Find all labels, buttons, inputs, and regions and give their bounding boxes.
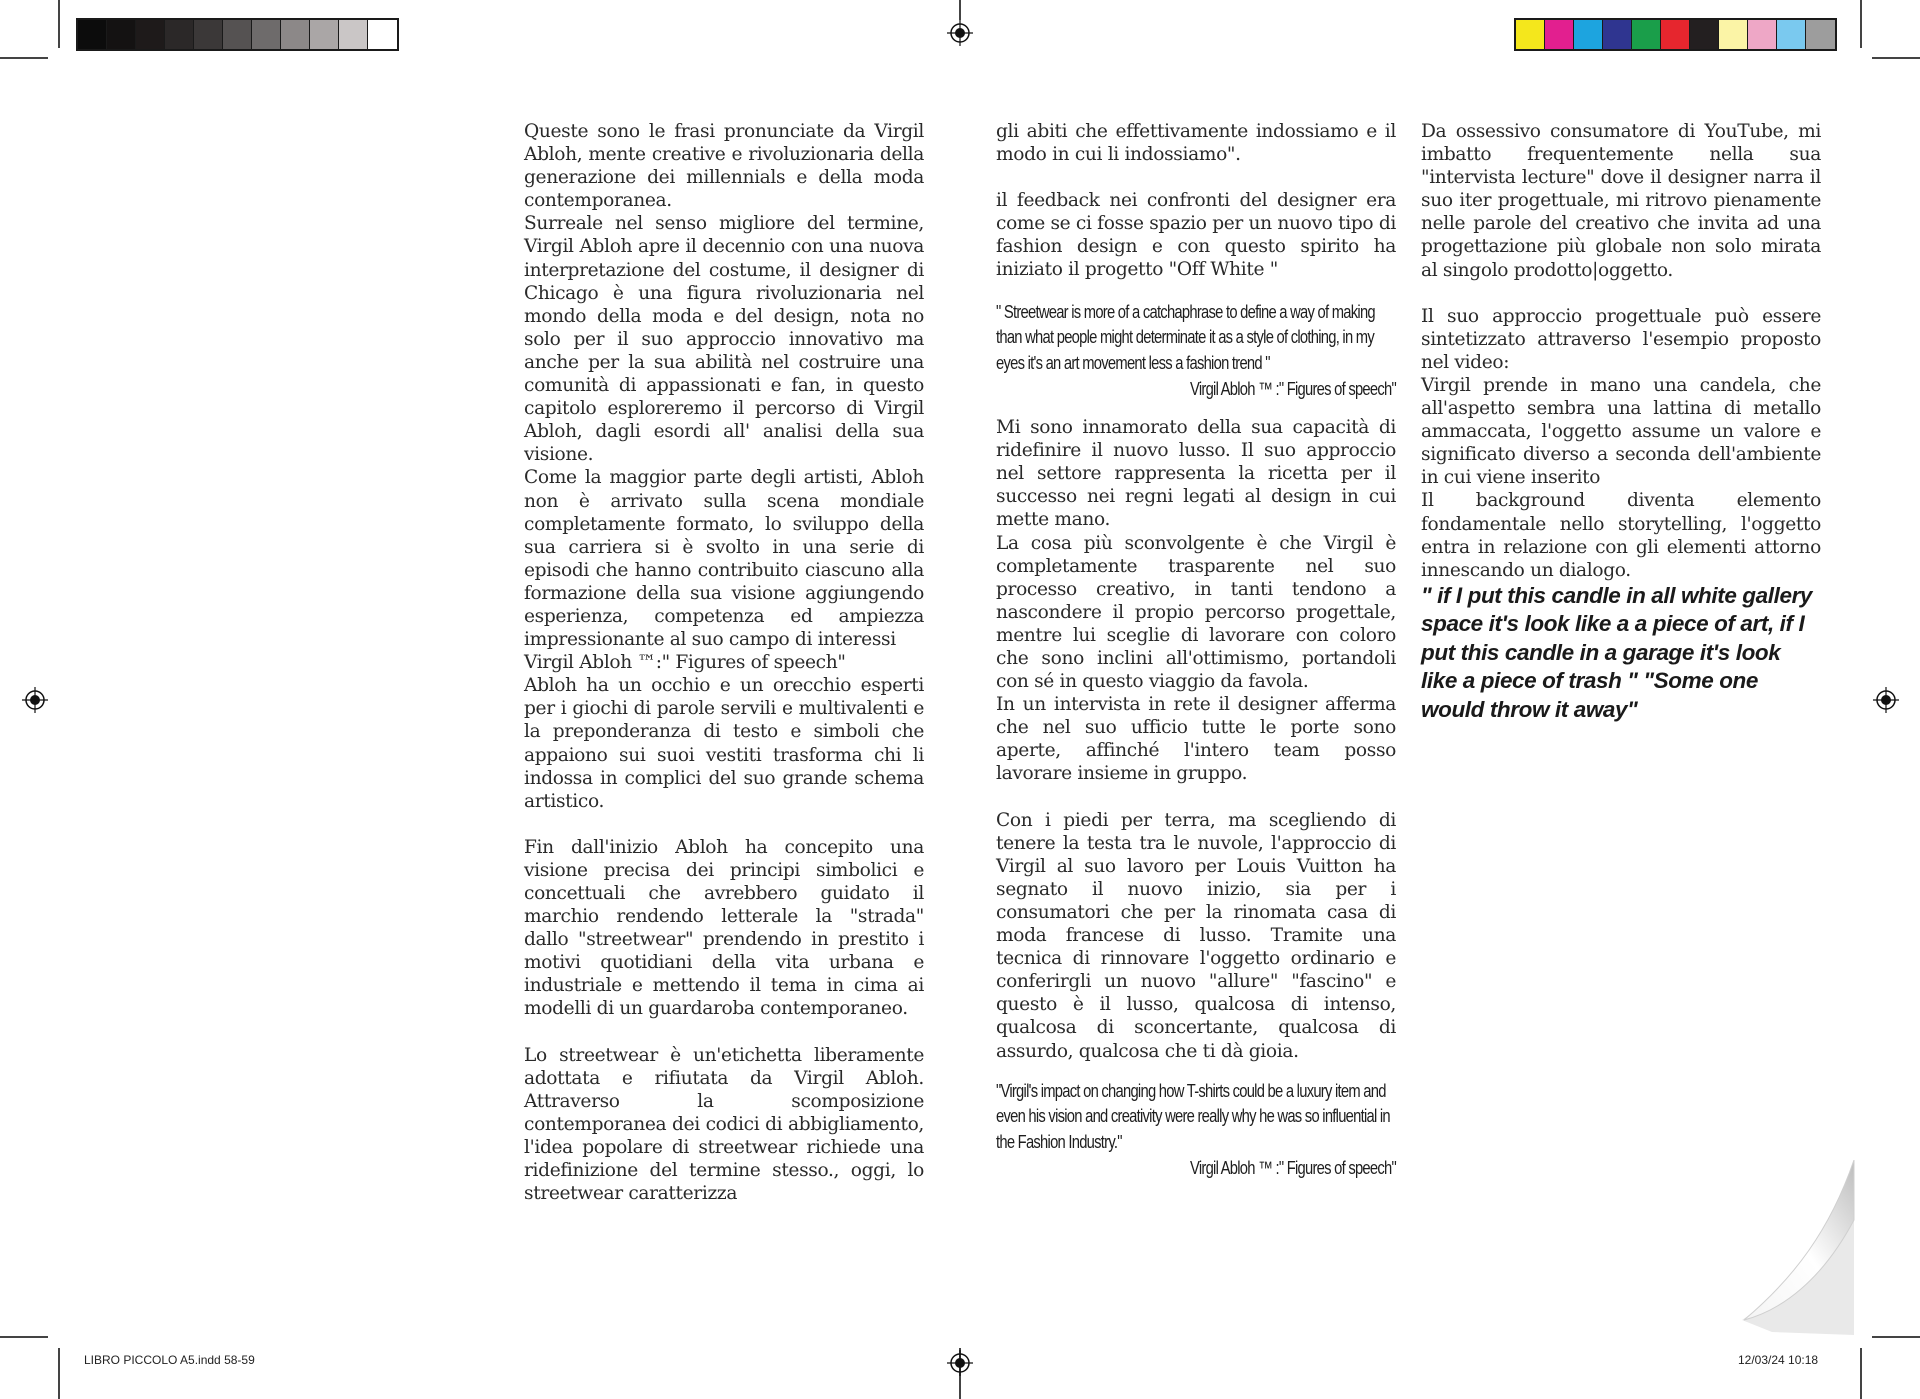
color-swatch: [1516, 20, 1545, 49]
grayscale-color-bar: [76, 18, 399, 51]
body-paragraph: In un intervista in rete il designer afferma che nel suo ufficio tutte le porte sono aperte, affinché l'intero team posso lavorare insieme in gruppo.: [996, 694, 1396, 785]
body-paragraph: gli abiti che effettivamente indossiamo e il modo in cui li indossiamo".: [996, 121, 1396, 166]
quote-attribution: Virgil Abloh ™ :" Figures of speech": [1190, 379, 1396, 400]
gray-swatch: [136, 20, 165, 49]
crop-mark: [1872, 57, 1920, 59]
body-paragraph: Fin dall'inizio Abloh ha concepito una visione precisa dei principi simbolici e concettuali che avrebbero guidato il marchio rendendo letterale la "strada" dallo "streetwear" prendendo in prestito i motivi quotidiani della vita urbana e industriale e mettendo il tema in cima ai modelli di un guardaroba contemporaneo.: [524, 836, 924, 1020]
registration-mark-icon: [947, 1350, 973, 1376]
body-paragraph: Mi sono innamorato della sua capacità di ridefinire il nuovo lusso. Il suo approccio nel settore rappresenta la ricetta per il successo nei regni legati al design in cui mette mano.: [996, 417, 1396, 531]
body-paragraph: Surreale nel senso migliore del termine, Virgil Abloh apre il decennio con una nuova interpretazione del costume, il designer di Chicago è una figura rivoluzionaria nel mondo della moda e del design, nota no solo per il suo approccio innovativo ma anche per la sua abilità nel costruire una comunità di appassionati e fan, in questo capitolo esploreremo il percorso di Virgil Abloh, dagli esordi all' analisi della sua visione.: [524, 213, 924, 466]
color-swatch: [1632, 20, 1661, 49]
pull-quote: "Virgil's impact on changing how T-shirts could be a luxury item and even his vision and creativity were really why he was so influential in the Fashion Industry.": [996, 1080, 1390, 1152]
date-slug: 12/03/24 10:18: [1738, 1353, 1819, 1367]
middle-text-column: [996, 120, 1396, 1181]
body-paragraph: Con i piedi per terra, ma scegliendo di tenere la testa tra le nuvole, l'approccio di Virgil al suo lavoro per Louis Vuitton ha segnato il nuovo inizio, sia per i consumatori che per la rinomata casa di moda francese di lusso. Tramite una tecnica di rinnovare l'oggetto ordinario e conferirgli un nuovo "allure" "fascino" e questo è il lusso, qualcosa di intenso, qualcosa di sconcertante, qualcosa di assurdo, qualcosa che ti dà gioia.: [996, 809, 1396, 1062]
body-paragraph: Virgil prende in mano una candela, che all'aspetto sembra una lattina di metallo ammaccata, l'oggetto assume un valore e significato diverso a seconda dell'ambiente in cui viene inserito: [1421, 374, 1821, 489]
crop-mark: [58, 0, 60, 48]
color-swatch: [1719, 20, 1748, 49]
crop-mark: [58, 1348, 60, 1399]
pull-quote: " Streetwear is more of a catchaphrase to define a way of making than what people might determinate it as a style of clothing, in my eyes it's an art movement less a fashion trend ": [996, 301, 1375, 373]
body-paragraph: Come la maggior parte degli artisti, Abloh non è arrivato sulla scena mondiale completamente formato, lo sviluppo della sua carriera si è svolto in una serie di episodi che hanno contribuito ciascuno alla formazione della sua visione aggiungendo esperienza, competenza ed ampiezza impressionante al suo campo di interessi: [524, 467, 924, 651]
gray-swatch: [252, 20, 281, 49]
body-paragraph: Queste sono le frasi pronunciate da Virgil Abloh, mente creative e rivoluzionaria della generazione dei millennials e della moda contemporanea.: [524, 121, 924, 212]
color-swatch: [1748, 20, 1777, 49]
color-swatch: [1661, 20, 1690, 49]
body-paragraph: il feedback nei confronti del designer era come se ci fosse spazio per un nuovo tipo di fashion design e con questo spirito ha iniziato il progetto "Off White ": [996, 190, 1396, 281]
process-color-bar: [1514, 18, 1837, 51]
crop-mark: [1860, 1348, 1862, 1399]
color-swatch: [1806, 20, 1835, 49]
registration-mark-icon: [1873, 687, 1899, 713]
crop-mark: [0, 1336, 48, 1338]
registration-mark-icon: [947, 20, 973, 46]
gray-swatch: [78, 20, 107, 49]
registration-mark-icon: [22, 687, 48, 713]
gray-swatch: [310, 20, 339, 49]
file-slug: LIBRO PICCOLO A5.indd 58-59: [84, 1353, 255, 1367]
body-paragraph: Lo streetwear è un'etichetta liberamente adottata e rifiutata da Virgil Abloh. Attraverso la scomposizione contemporanea dei codici di abbigliamento, l'idea popolare di streetwear richiede una ridefinizione del termine stesso., oggi, lo streetwear caratterizza: [524, 1044, 924, 1205]
quote-attribution: Virgil Abloh ™ :" Figures of speech": [1190, 1158, 1396, 1179]
left-text-column: [524, 120, 924, 1205]
body-paragraph: Il suo approccio progettuale può essere sintetizzato attraverso l'esempio proposto nel video:: [1421, 305, 1821, 373]
fold-mark: [959, 0, 961, 20]
crop-mark: [1872, 1336, 1920, 1338]
gray-swatch: [194, 20, 223, 49]
body-paragraph: Abloh ha un occhio e un orecchio esperti per i giochi di parole servili e multivalenti e la preponderanza di testo e simboli che appaiono sui suoi vestiti trasforma chi li indossa in complici del suo grande schema artistico.: [524, 675, 924, 812]
gray-swatch: [339, 20, 368, 49]
body-paragraph: Il background diventa elemento fondamentale nello storytelling, l'oggetto entra in relazione con gli elementi attorno innescando un dialogo.: [1421, 490, 1821, 581]
page-curl-icon: [1742, 1160, 1857, 1335]
crop-mark: [1860, 0, 1862, 48]
color-swatch: [1690, 20, 1719, 49]
color-swatch: [1777, 20, 1806, 49]
crop-mark: [0, 57, 48, 59]
highlight-quote: " if I put this candle in all white gallery space it's look like a a piece of art, if I put this candle in a garage it's look like a piece of trash " "Some one would throw it away": [1421, 582, 1813, 722]
body-paragraph: Virgil Abloh ™:" Figures of speech": [524, 652, 846, 674]
color-swatch: [1574, 20, 1603, 49]
gray-swatch: [368, 20, 397, 49]
right-text-column: [1421, 120, 1821, 724]
body-paragraph: La cosa più sconvolgente è che Virgil è completamente trasparente nel suo processo creativo, in tanti tendono a nascondere il propio percorso progettale, mentre lui sceglie di lavorare con coloro che sono inclini all'ottimismo, portandoli con sé in questo viaggio da favola.: [996, 532, 1396, 693]
gray-swatch: [281, 20, 310, 49]
gray-swatch: [223, 20, 252, 49]
gray-swatch: [165, 20, 194, 49]
color-swatch: [1603, 20, 1632, 49]
body-paragraph: Da ossessivo consumatore di YouTube, mi imbatto frequentemente nella sua "intervista lecture" dove il designer narra il suo iter progettuale, mi ritrovo pienamente nelle parole del creativo che invita ad una progettazione più globale non solo mirata al singolo prodotto|oggetto.: [1421, 121, 1821, 281]
gray-swatch: [107, 20, 136, 49]
color-swatch: [1545, 20, 1574, 49]
